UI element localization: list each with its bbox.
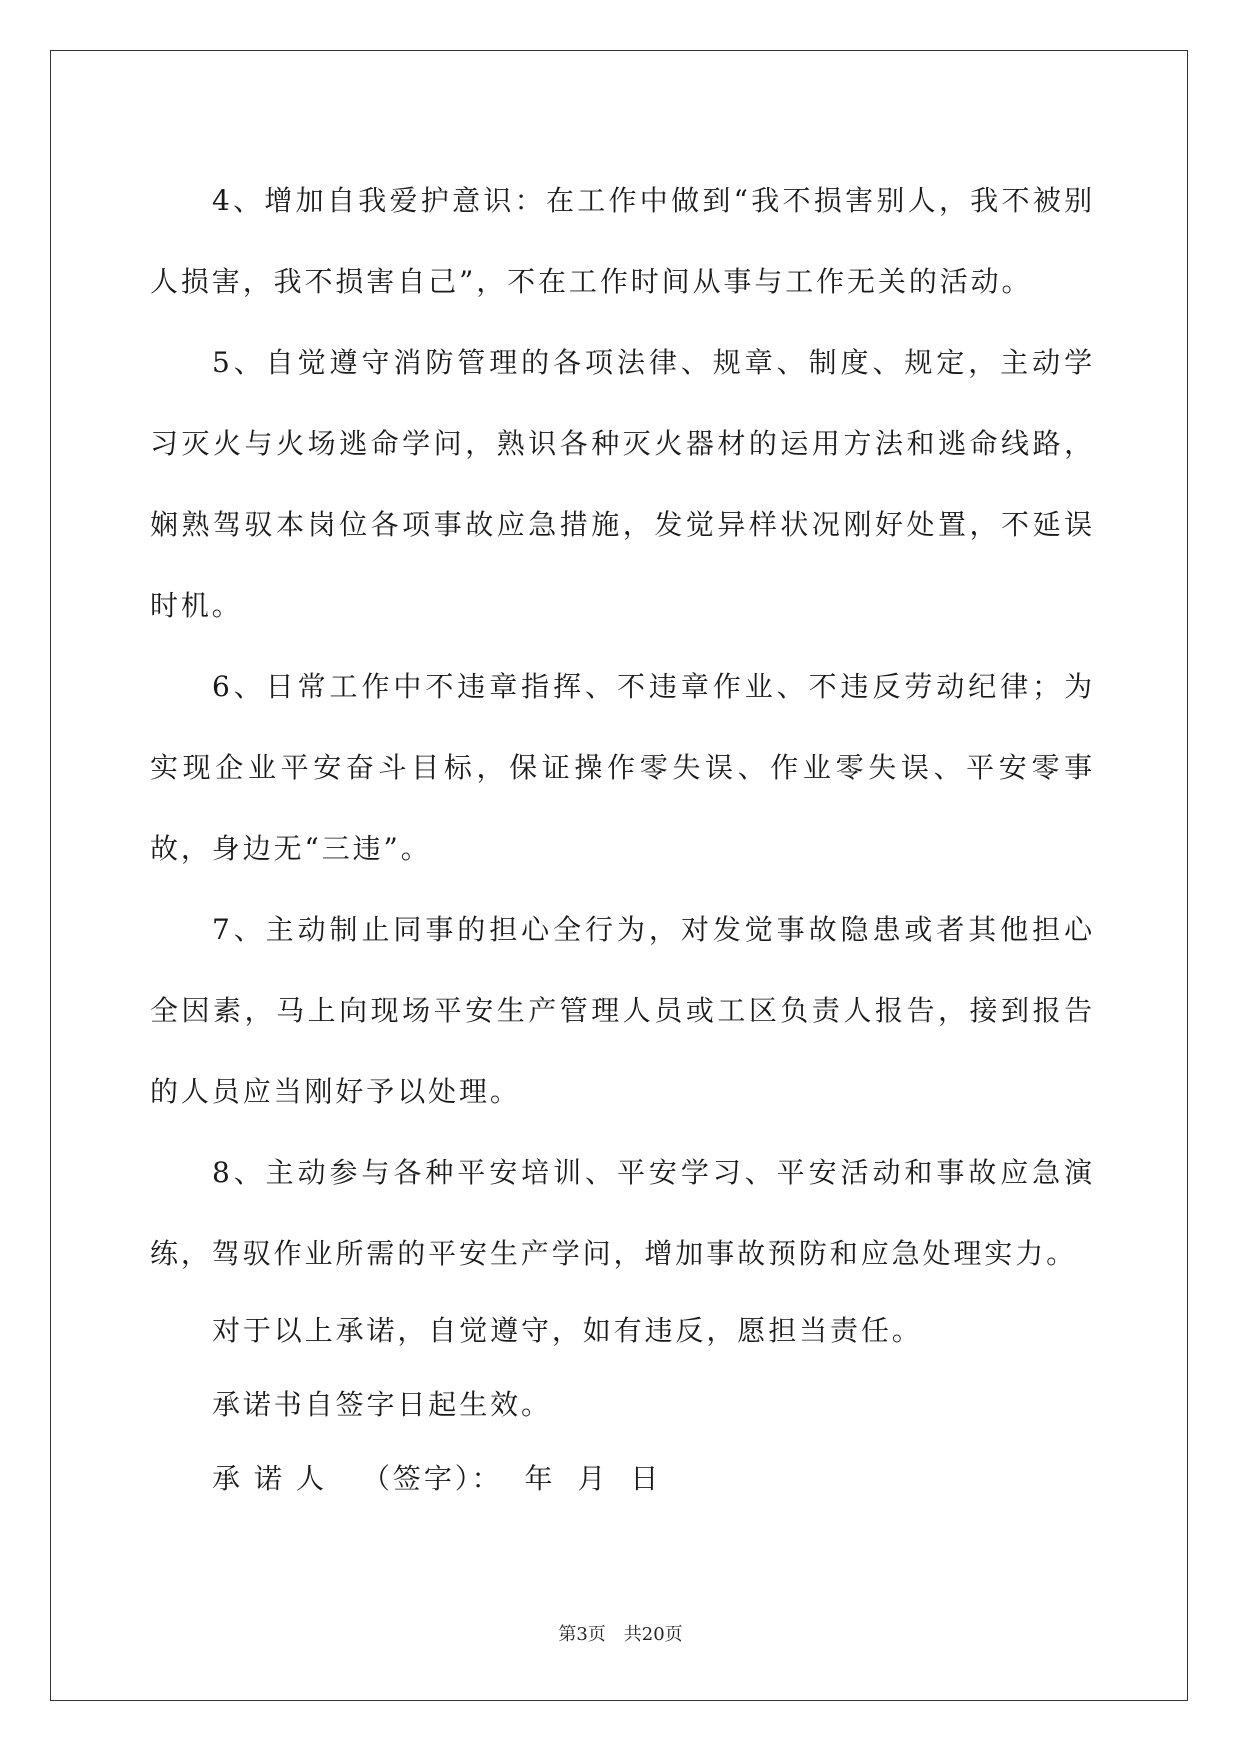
total-prefix: 共	[623, 1624, 642, 1645]
total-pages: 20	[641, 1624, 665, 1645]
paragraph-item-5: 5、自觉遵守消防管理的各项法律、规章、制度、规定，主动学习灭火与火场逃命学问，熟识各种灭火器材的运用方法和逃命线路，娴熟驾驭本岗位各项事故应急措施，发觉异样状况刚好处置，不延误时机。	[150, 346, 1095, 622]
signature-line	[150, 1442, 1095, 1516]
date-day: 日	[630, 1462, 662, 1495]
effective-statement: 承诺书自签字日起生效。	[212, 1388, 552, 1421]
page-suffix: 页	[587, 1624, 606, 1645]
document-body	[150, 160, 1095, 1516]
paragraph-item-6: 6、日常工作中不违章指挥、不违章作业、不违反劳动纪律；为实现企业平安奋斗目标，保证操作零失误、作业零失误、平安零事故，身边无“三违”。	[150, 670, 1095, 865]
date-year: 年	[524, 1462, 556, 1495]
closing-statement: 对于以上承诺，自觉遵守，如有违反，愿担当责任。	[212, 1314, 923, 1347]
paragraph-item-8: 8、主动参与各种平安培训、平安学习、平安活动和事故应急演练，驾驭作业所需的平安生产学问，增加事故预防和应急处理实力。	[150, 1156, 1095, 1270]
paragraph-item-4: 4、增加自我爱护意识：在工作中做到“我不损害别人，我不被别人损害，我不损害自己”，不在工作时间从事与工作无关的活动。	[150, 184, 1095, 298]
signer-label: 承诺人	[212, 1462, 339, 1495]
total-suffix: 页	[664, 1624, 683, 1645]
signature-note: （签字）：	[362, 1462, 503, 1495]
page-number: 3	[576, 1624, 588, 1645]
date-month: 月	[577, 1462, 609, 1495]
paragraph-item-7: 7、主动制止同事的担心全行为，对发觉事故隐患或者其他担心全因素，马上向现场平安生产管理人员或工区负责人报告，接到报告的人员应当刚好予以处理。	[150, 913, 1095, 1108]
page-prefix: 第	[558, 1624, 577, 1645]
page-footer	[0, 1620, 1241, 1646]
